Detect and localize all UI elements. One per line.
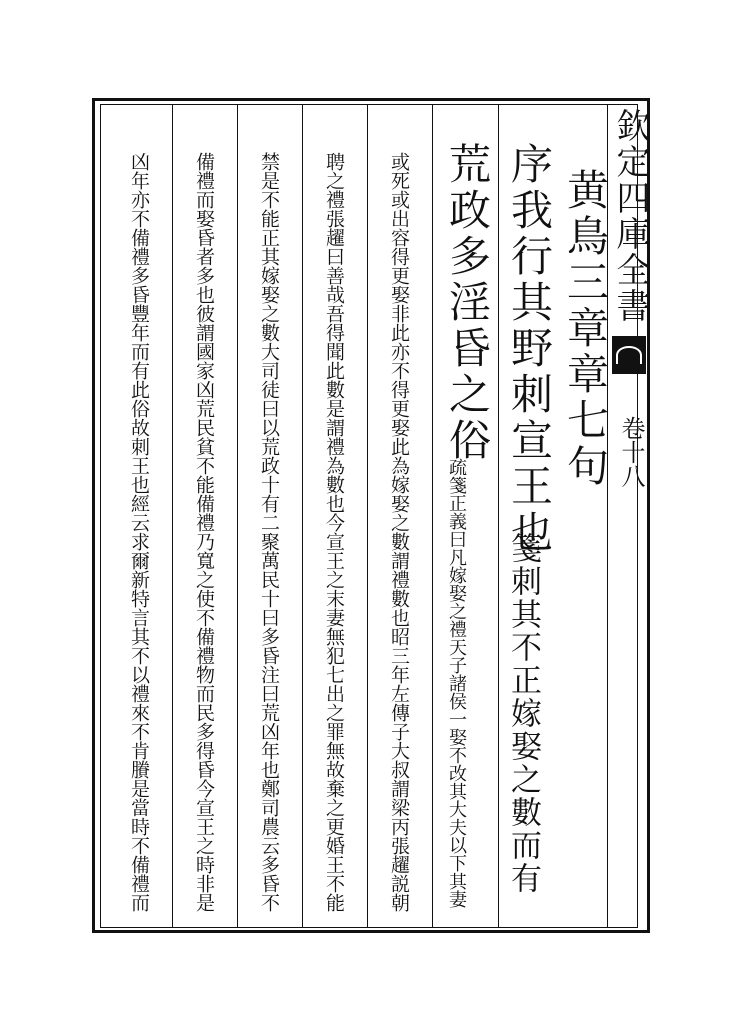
column-rule [367,104,368,928]
text-column-commentary: 聘之禮張趯曰善哉吾得聞此數是謂禮為數也今宣王之末妻無犯七出之罪無故棄之更婚王不能 [323,152,345,912]
collection-title: 欽定四庫全書 [610,108,650,324]
column-rule [432,104,433,928]
text-column-preface: 序我行其野刺宣王也 [505,142,554,556]
text-column-commentary: 箋刺其不正嫁娶之數而有 [505,532,541,895]
text-column-title: 黄鳥三章章七句 [561,168,610,490]
text-column-preface-cont: 荒政多淫昏之俗 [443,142,492,464]
inner-border [100,104,638,928]
fish-tail-mark-icon [612,336,646,374]
text-column-commentary: 或死或出容得更娶非此亦不得更娶此為嫁娶之數謂禮數也昭三年左傳子大叔謂梁丙張趯説朝 [388,152,410,912]
text-column-commentary: 禁是不能正其嫁娶之數大司徒曰以荒政十有二聚萬民十曰多昏注曰荒凶年也鄭司農云多昏不 [258,152,280,912]
volume-label: 卷十八 [617,416,645,488]
column-rule [498,104,499,928]
column-rule [237,104,238,928]
text-column-commentary: 疏箋正義曰凡嫁娶之禮天子諸侯一娶不改其大夫以下其妻 [446,458,467,908]
column-rule [302,104,303,928]
text-column-commentary: 備禮而娶昏者多也彼謂國家凶荒民貧不能備禮乃寬之使不備禮物而民多得昏今宣王之時非是 [193,152,215,912]
text-column-commentary: 凶年亦不備禮多昏豐年而有此俗故刺王也經云求爾新特言其不以禮來不肯賸是當時不備禮而 [128,152,150,912]
column-rule [172,104,173,928]
